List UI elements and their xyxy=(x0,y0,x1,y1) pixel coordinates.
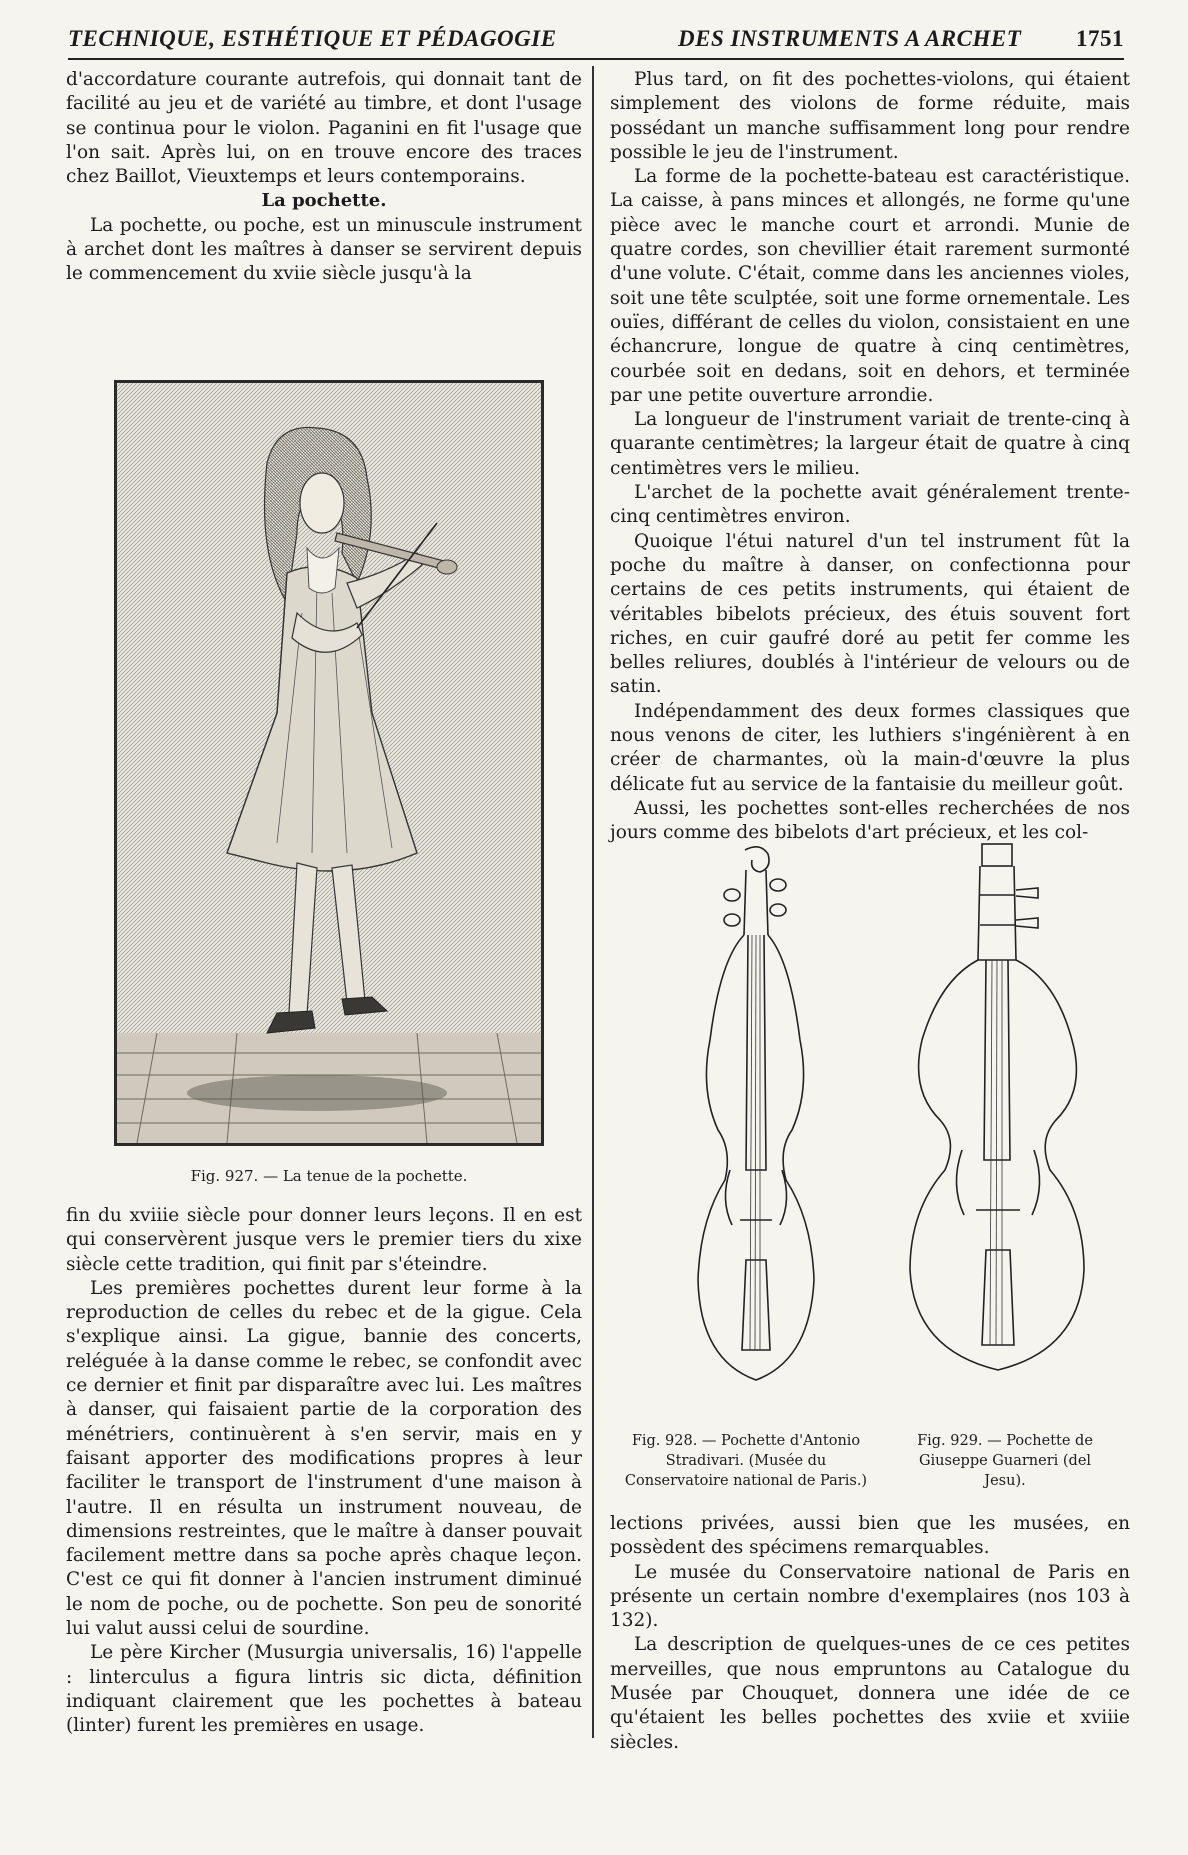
paragraph: lections privées, aussi bien que les musées, en possèdent des spécimens remarquables. xyxy=(610,1513,1130,1559)
right-column-top xyxy=(610,68,1130,846)
paragraph: Aussi, les pochettes sont-elles recherchées de nos jours comme des bibelots d'art précieux, et les col- xyxy=(610,797,1130,844)
header-rule xyxy=(68,58,1124,60)
paragraph: fin du xviiie siècle pour donner leurs leçons. Il en est qui conservèrent jusque vers le premier tiers du xixe siècle cette tradition, qui finit par s'éteindre. xyxy=(66,1205,582,1275)
paragraph: La pochette, ou poche, est un minuscule instrument à archet dont les maîtres à danser se servirent depuis le commencement du xviie siècle jusqu'à la xyxy=(66,214,582,285)
paragraph: La forme de la pochette-bateau est caractéristique. La caisse, à pans minces et allongés, ne forme qu'une pièce avec le manche court et arrondi. Munie de quatre cordes, son chevillier était rarement surmonté d'une volute. C'était, comme dans les anciennes violes, soit une tête sculptée, soit une forme ornementale. Les ouïes, différant de celles du violon, consistaient en une échancrure, longue de quatre à cinq centimètres, courbée soit en dedans, soit en dehors, et terminée par une petite ouverture arrondie. xyxy=(610,166,1130,406)
paragraph: Quoique l'étui naturel d'un tel instrument fût la poche du maître à danser, on confectionna pour certains de ces petits instruments, qui étaient de véritables bibelots précieux, des étuis souvent fort riches, en cuir gaufré doré au petit fer comme les belles reliures, doublés à l'intérieur de velours ou de satin. xyxy=(610,530,1130,698)
header-left-title: TECHNIQUE, ESTHÉTIQUE ET PÉDAGOGIE xyxy=(68,26,557,51)
right-column-bottom xyxy=(610,1512,1130,1755)
dancing-master-illustration xyxy=(117,383,541,1143)
figure-caption: Fig. 928. — Pochette d'Antonio Stradivari. (Musée du Conservatoire national de Paris.) xyxy=(624,1433,868,1489)
paragraph: Indépendamment des deux formes classiques que nous venons de citer, les luthiers s'ingénièrent à en créer de charmantes, où la main-d'œuvre la plus délicate fut au service de la fantaisie du meilleur goût. xyxy=(610,700,1130,795)
figure-caption: Fig. 929. — Pochette de Giuseppe Guarneri (del Jesu). xyxy=(917,1433,1093,1489)
left-column-top xyxy=(66,68,582,287)
column-divider xyxy=(592,66,594,1738)
paragraph: La longueur de l'instrument variait de trente-cinq à quarante centimètres; la largeur était de quatre à cinq centimètres vers le milieu. xyxy=(610,409,1130,479)
paragraph: La description de quelques-unes de ce ces petites merveilles, que nous empruntons au Catalogue du Musée par Chouquet, donnera une idée de ce qu'étaient les belles pochettes des xviie et xviiie siècles. xyxy=(610,1634,1130,1753)
figure-stradivari-pochette xyxy=(680,840,830,1420)
figure-guarneri-pochette xyxy=(900,840,1100,1420)
section-heading: La pochette. xyxy=(261,190,387,212)
running-header xyxy=(68,26,1124,60)
stradivari-pochette-drawing xyxy=(680,840,830,1420)
header-right-title: DES INSTRUMENTS A ARCHET xyxy=(678,26,1022,51)
paragraph: Le père Kircher (Musurgia universalis, 16) l'appelle : linterculus a figura lintris sic dicta, définition indiquant clairement que les pochettes à bateau (linter) furent les premières en usage. xyxy=(66,1642,582,1737)
paragraph: Les premières pochettes durent leur forme à la reproduction de celles du rebec et de la gigue. Cela s'explique ainsi. La gigue, bannie des concerts, reléguée à la danse comme le rebec, se confondit avec ce dernier et finit par disparaître avec lui. Les maîtres à danser, qui faisaient partie de la corporation des ménétriers, continuèrent à s'en servir, mais en y faisant apporter des modifications propres à leur faciliter le transport de l'instrument d'une maison à l'autre. Il en résulta un instrument nouveau, de dimensions restreintes, que le maître à danser pouvait facilement mettre dans sa poche après chaque leçon. C'est ce qui fit donner à l'ancien instrument diminué le nom de poche, ou de pochette. Son peu de sonorité lui valut aussi celui de sourdine. xyxy=(66,1277,582,1640)
figure-caption: Fig. 927. — La tenue de la pochette. xyxy=(190,1167,468,1185)
paragraph: Le musée du Conservatoire national de Paris en présente un certain nombre d'exemplaires (nos 103 à 132). xyxy=(610,1561,1130,1632)
guarneri-pochette-drawing xyxy=(900,840,1100,1420)
left-column-bottom xyxy=(66,1204,582,1739)
page-number: 1751 xyxy=(1076,26,1124,51)
paragraph: Plus tard, on fit des pochettes-violons, qui étaient simplement des violons de forme réduite, mais possédant un manche suffisamment long pour rendre possible le jeu de l'instrument. xyxy=(610,69,1130,163)
figure-dancing-master-engraving xyxy=(114,380,544,1146)
paragraph: L'archet de la pochette avait généralement trente-cinq centimètres environ. xyxy=(610,482,1130,528)
paragraph: d'accordature courante autrefois, qui donnait tant de facilité au jeu et de variété au timbre, et dont l'usage se continua pour le violon. Paganini en fit l'usage que l'on sait. Après lui, on en trouve encore des traces chez Baillot, Vieuxtemps et leurs contemporains. xyxy=(66,69,582,188)
